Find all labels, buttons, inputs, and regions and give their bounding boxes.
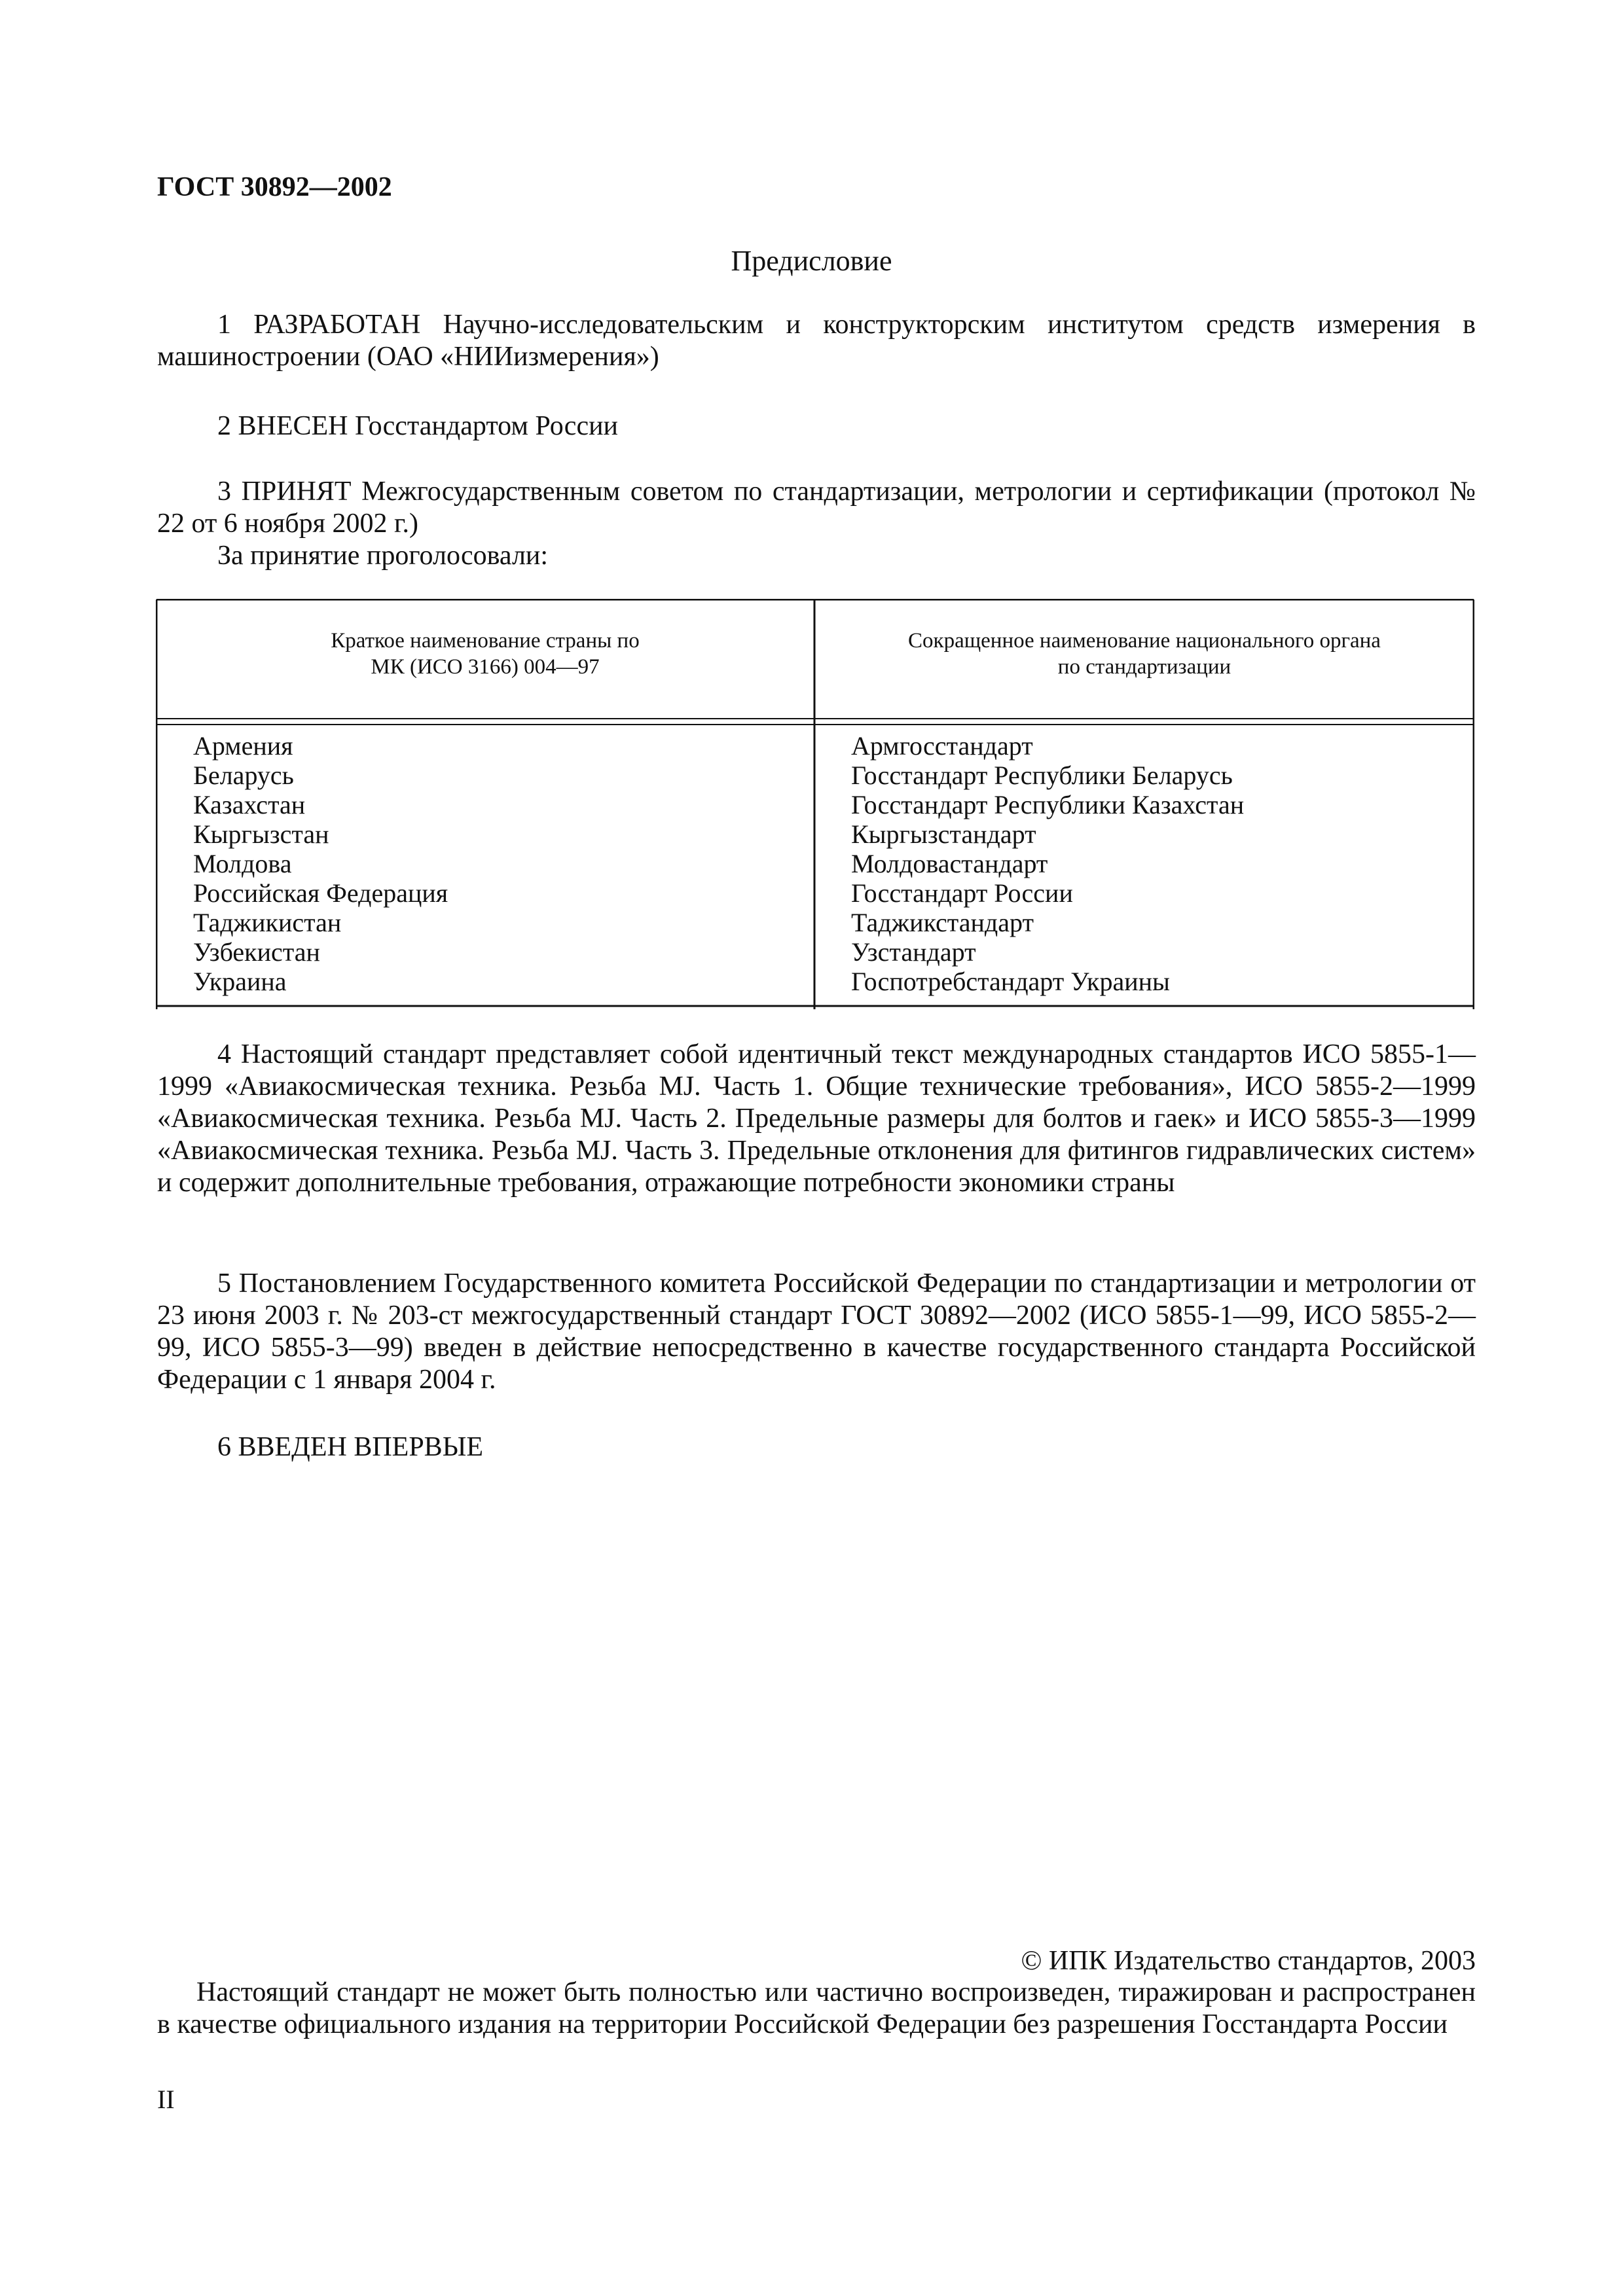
standards-body-column [851,731,1244,996]
page-title: Предисловие [731,245,892,277]
country-cell: Беларусь [193,761,294,790]
standards-body-cell: Армгосстандарт [851,731,1033,761]
reproduction-notice: Настоящий стандарт не может быть полностью или частично воспроизведен, тиражирован и распространен в качестве официального издания на территории Российской Федерации без разрешения Госстандарта России [157,1977,1476,2039]
column-header-body-line1: Сокращенное наименование национального органа [908,629,1381,653]
vote-intro: За принятие проголосовали: [217,541,549,571]
country-cell: Таджикистан [193,908,342,937]
standards-body-cell: Госстандарт Республики Казахстан [851,790,1245,819]
standards-body-cell: Госстандарт России [851,878,1073,908]
paragraph-5: 5 Постановлением Государственного комитета Российской Федерации по стандартизации и метрологии от 23 июня 2003 г. № 203-ст межгосударственный стандарт ГОСТ 30892—2002 (ИСО 5855-1—99, ИСО 5855-2—99, ИСО 5855-3—99) введен в действие непосредственно в качестве государственного стандарта Российской Федерации с 1 января 2004 г. [157,1268,1476,1395]
paragraph-2: 2 ВНЕСЕН Госстандартом России [217,411,619,441]
country-cell: Российская Федерация [193,878,448,908]
column-header-body [814,628,1474,680]
country-cell: Кыргызстан [193,819,329,849]
column-header-country-line2: МК (ИСО 3166) 004—97 [371,655,600,679]
document-code: ГОСТ 30892—2002 [157,172,392,202]
paragraph-6: 6 ВВЕДЕН ВПЕРВЫЕ [217,1432,483,1462]
column-header-country [156,628,814,680]
country-cell: Украина [193,967,287,996]
standards-body-cell: Госстандарт Республики Беларусь [851,761,1233,790]
standards-body-cell: Молдовастандарт [851,849,1048,878]
paragraph-3: 3 ПРИНЯТ Межгосударственным советом по стандартизации, метрологии и сертификации (протокол № 22 от 6 ноября 2002 г.) [157,476,1476,539]
country-column [193,731,448,996]
standards-body-cell: Узстандарт [851,937,976,967]
voting-table [156,599,1474,1009]
country-cell: Казахстан [193,790,306,819]
copyright-line: © ИПК Издательство стандартов, 2003 [1021,1946,1476,1976]
column-header-body-line2: по стандартизации [1057,655,1231,679]
standards-body-cell: Кыргызстандарт [851,819,1036,849]
country-cell: Молдова [193,849,292,878]
country-cell: Узбекистан [193,937,320,967]
page-number: II [157,2085,175,2114]
paragraph-4: 4 Настоящий стандарт представляет собой идентичный текст международных стандартов ИСО 5855-1—1999 «Авиакосмическая техника. Резьба MJ. Часть 1. Общие технические требования», ИСО 5855-2—1999 «Авиакосмическая техника. Резьба MJ. Часть 2. Предельные размеры для болтов и гаек» и ИСО 5855-3—1999 «Авиакосмическая техника. Резьба MJ. Часть 3. Предельные отклонения для фитингов гидравлических систем» и содержит дополнительные требования, отражающие потребности экономики страны [157,1039,1476,1198]
standards-body-cell: Госпотребстандарт Украины [851,967,1170,996]
standards-body-cell: Таджикстандарт [851,908,1034,937]
country-cell: Армения [193,731,293,761]
paragraph-1: 1 РАЗРАБОТАН Научно-исследовательским и конструкторским институтом средств измерения в машиностроении (ОАО «НИИизмерения») [157,310,1476,372]
column-header-country-line1: Краткое наименование страны по [331,629,640,653]
